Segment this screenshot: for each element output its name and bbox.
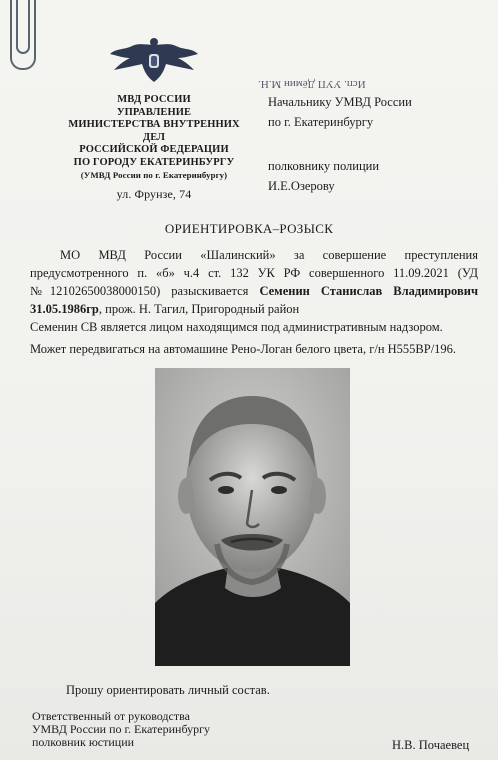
body-line: предусмотренного п. «б» ч.4 ст. 132 УК РФ совершенного 11.09.2021 (УД xyxy=(30,266,478,280)
body-line: МО МВД России «Шалинский» за совершение преступления xyxy=(60,248,478,262)
agency-address: ул. Фрунзе, 74 xyxy=(116,186,192,201)
agency-line: МИНИСТЕРСТВА ВНУТРЕННИХ ДЕЛ xyxy=(68,119,240,143)
agency-line: РОССИЙСКОЙ ФЕДЕРАЦИИ xyxy=(79,144,229,155)
signature-line: полковник юстиции xyxy=(32,735,135,749)
agency-line: ПО ГОРОДУ ЕКАТЕРИНБУРГУ xyxy=(73,156,235,168)
signature-block xyxy=(32,710,210,749)
document-body xyxy=(30,246,478,358)
recipient-line: по г. Екатеринбургу xyxy=(268,115,374,129)
recipient-line: И.Е.Озерову xyxy=(268,179,335,193)
body-line xyxy=(30,300,478,318)
recipient-line: полковнику полиции xyxy=(268,159,380,173)
body-line: Семенин СВ является лицом находящимся под административным надзором. xyxy=(30,320,443,334)
signature-line: Ответственный от руководства xyxy=(32,709,190,723)
recipient-block xyxy=(268,92,412,196)
birth-date: 31.05.1986гр xyxy=(30,302,99,316)
agency-block xyxy=(56,94,252,200)
agency-line: МВД РОССИИ xyxy=(117,94,191,105)
wanted-name: Семенин Станислав Владимирович xyxy=(259,284,478,298)
closing-line: Прошу ориентировать личный состав. xyxy=(66,683,270,697)
body-line: Может передвигаться на автомашине Рено-Логан белого цвета, г/н Н555ВР/196. xyxy=(30,342,457,356)
case-number: №12102650038000150) разыскивается xyxy=(30,284,260,298)
suspect-photo xyxy=(155,368,350,666)
eagle-emblem-icon xyxy=(108,36,200,86)
agency-short: (УМВД России по г. Екатеринбургу) xyxy=(80,170,228,180)
body-line xyxy=(30,282,478,300)
paperclip-icon xyxy=(10,0,36,70)
agency-line: УПРАВЛЕНИЕ xyxy=(116,106,192,118)
recipient-line: Начальнику УМВД России xyxy=(268,95,412,109)
handwritten-stamp: Исп. УУП Дёмин М.Н. xyxy=(258,78,366,90)
signature-line: УМВД России по г. Екатеринбургу xyxy=(32,722,211,736)
signatory-name: Н.В. Почаевец xyxy=(392,738,470,752)
document-title: ОРИЕНТИРОВКА–РОЗЫСК xyxy=(164,221,334,236)
residence: , прож. Н. Тагил, Пригородный район xyxy=(98,302,300,316)
